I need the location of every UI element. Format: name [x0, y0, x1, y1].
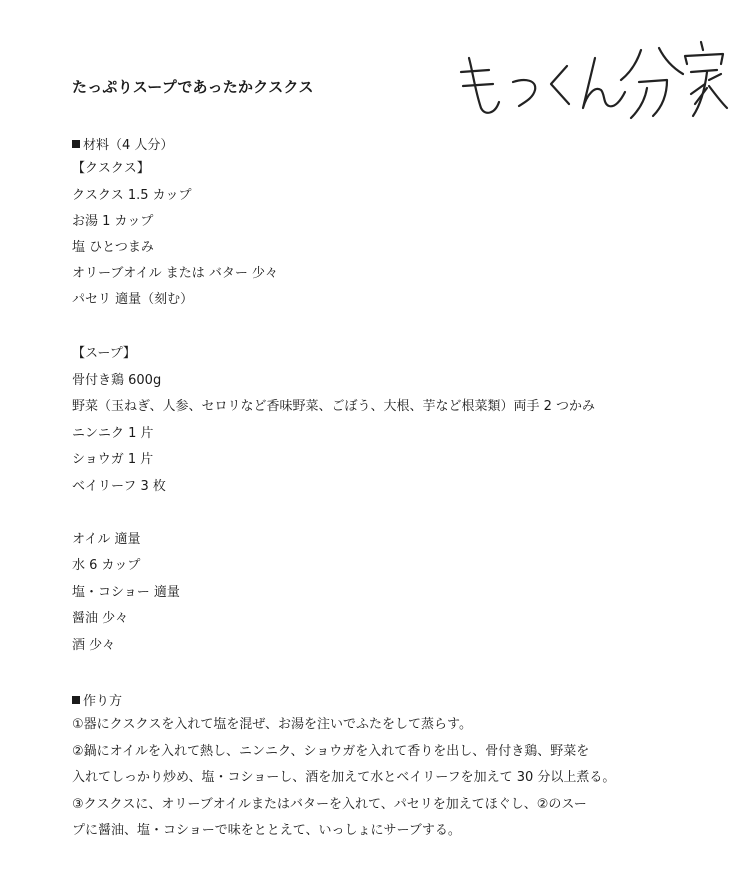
- ingredient-item: 水 6 カップ: [72, 558, 141, 573]
- handwritten-signature: [455, 28, 730, 128]
- recipe-title: たっぷりスープであったかクスクス: [72, 78, 314, 96]
- ingredients-heading-text: 材料（4 人分）: [83, 138, 174, 153]
- ingredient-item: 酒 少々: [72, 638, 116, 653]
- soup-label: 【スープ】: [72, 346, 136, 361]
- ingredient-item: パセリ 適量（刻む）: [72, 292, 194, 307]
- ingredient-item: オリーブオイル または バター 少々: [72, 266, 278, 281]
- couscous-label: 【クスクス】: [72, 161, 150, 176]
- ingredient-item: お湯 1 カップ: [72, 214, 154, 229]
- method-line: 入れてしっかり炒め、塩・コショーし、酒を加えて水とベイリーフを加えて 30 分以上煮る。: [72, 770, 616, 785]
- method-line: ①器にクスクスを入れて塩を混ぜ、お湯を注いでふたをして蒸らす。: [72, 717, 472, 732]
- ingredient-item: 骨付き鶏 600g: [72, 373, 162, 388]
- method-heading-text: 作り方: [83, 694, 123, 709]
- ingredient-item: 塩・コショー 適量: [72, 585, 180, 600]
- method-line: ②鍋にオイルを入れて熱し、ニンニク、ショウガを入れて香りを出し、骨付き鶏、野菜を: [72, 744, 590, 759]
- method-line: プに醤油、塩・コショーで味をととえて、いっしょにサーブする。: [72, 823, 461, 838]
- ingredient-item: 醤油 少々: [72, 611, 129, 626]
- square-bullet-icon: [72, 696, 80, 704]
- square-bullet-icon: [72, 140, 80, 148]
- ingredients-heading: [72, 134, 173, 153]
- method-line: ③クスクスに、オリーブオイルまたはバターを入れて、パセリを加えてほぐし、②のスー: [72, 797, 587, 812]
- method-heading: [72, 690, 122, 709]
- ingredient-item: ショウガ 1 片: [72, 452, 154, 467]
- ingredient-item: 塩 ひとつまみ: [72, 240, 154, 255]
- ingredient-item: クスクス 1.5 カップ: [72, 188, 192, 203]
- ingredient-item: ニンニク 1 片: [72, 426, 154, 441]
- ingredient-item: ベイリーフ 3 枚: [72, 479, 166, 494]
- ingredient-item: オイル 適量: [72, 532, 141, 547]
- ingredient-item: 野菜（玉ねぎ、人参、セロリなど香味野菜、ごぼう、大根、芋など根菜類）両手 2 つかみ: [72, 399, 596, 414]
